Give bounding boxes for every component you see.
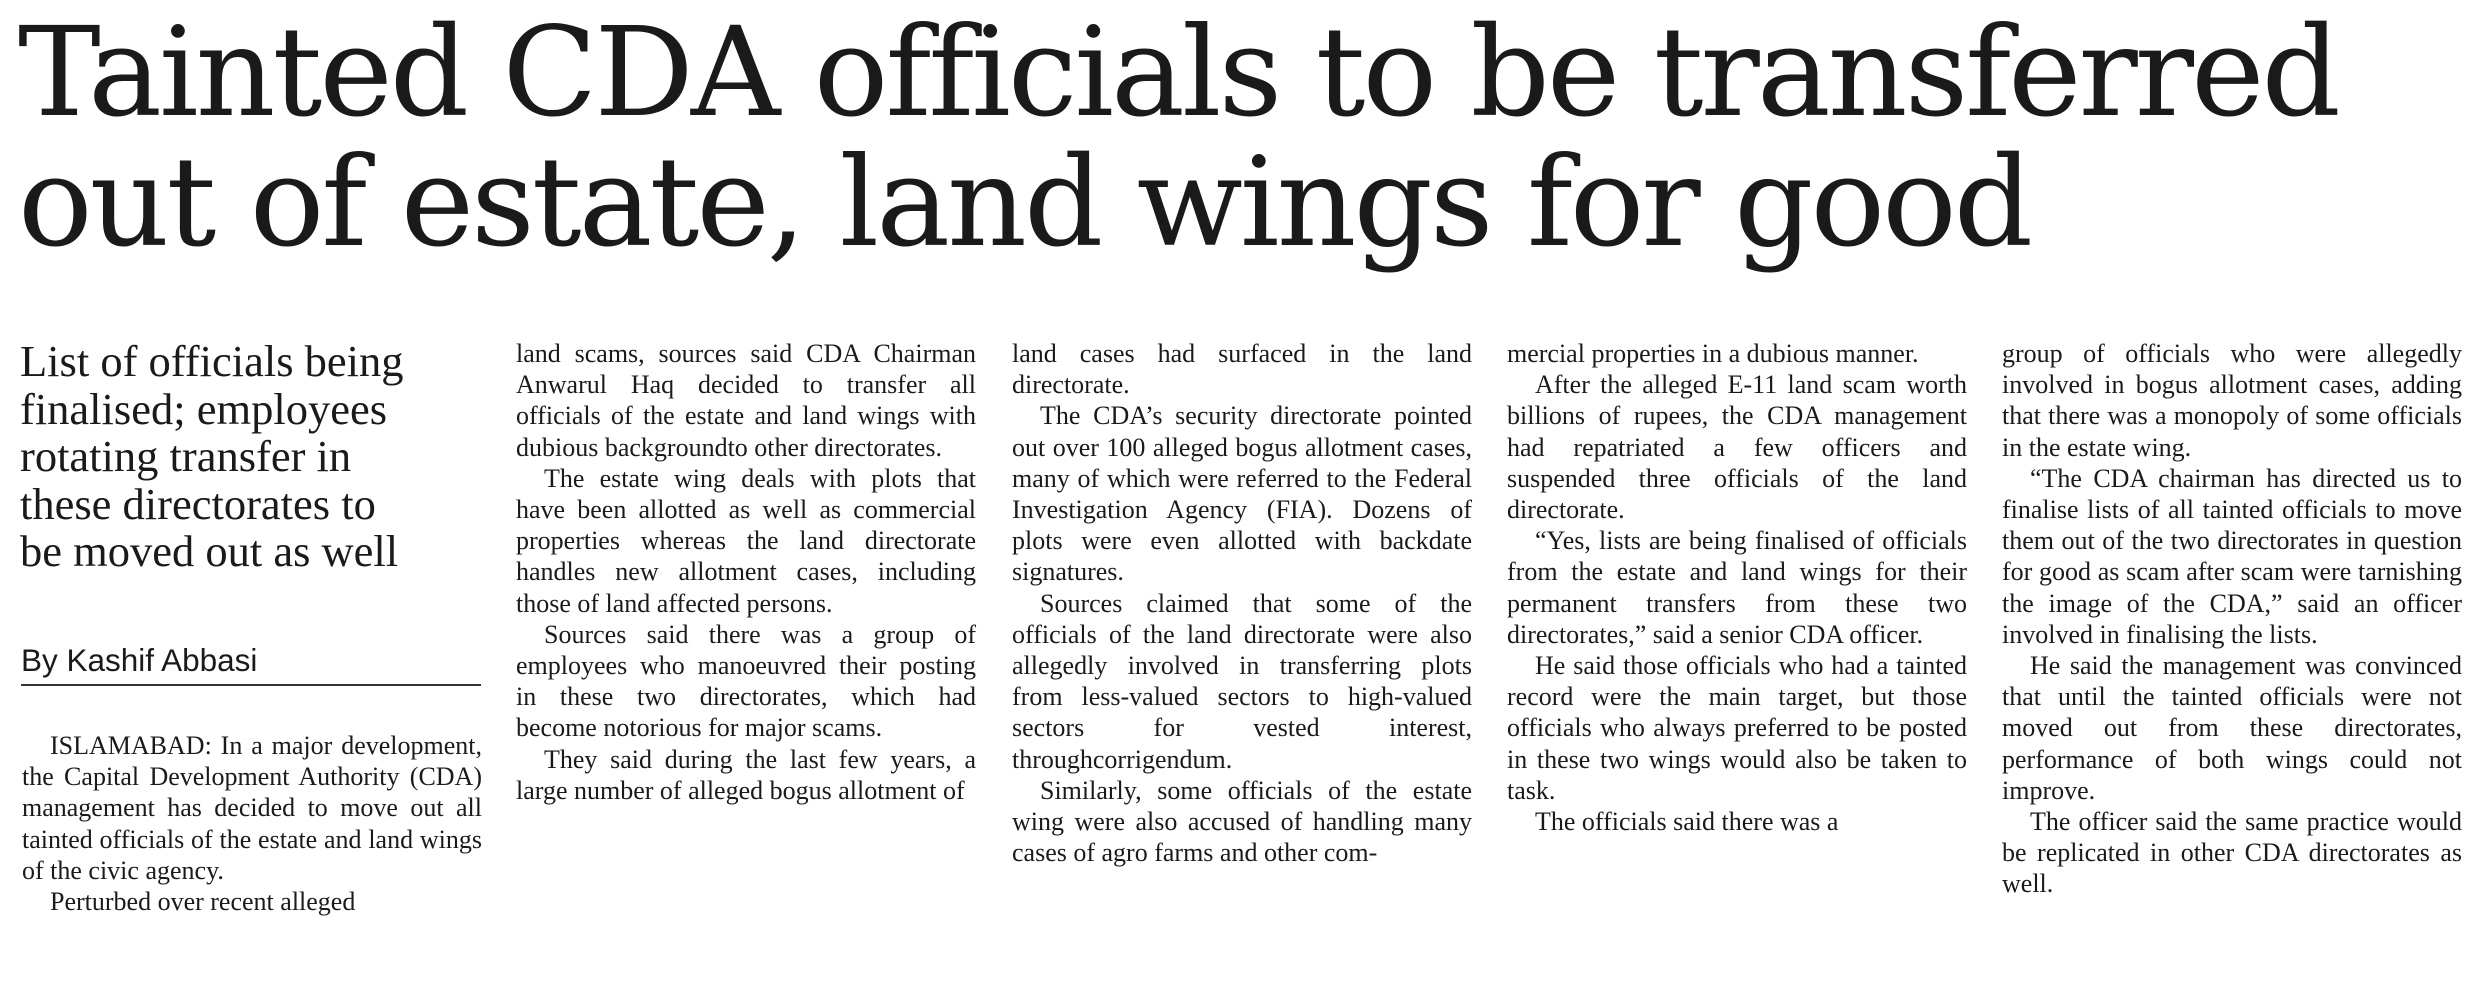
subhead-line: rotating transfer in xyxy=(20,431,352,481)
article-column-4 xyxy=(1507,338,1967,837)
article-paragraph: Sources claimed that some of the officials of the land directorate were also allegedly involved in transferring plots from less-valued sectors to high-valued sectors for vested interest, throughcorrigendum. xyxy=(1012,588,1472,774)
subhead-line: finalised; employees xyxy=(20,383,388,434)
article-paragraph: land scams, sources said CDA Chairman Anwarul Haq decided to transfer all officials of the estate and land wings with dubious backgroundto other directorates. xyxy=(516,339,976,462)
article-paragraph: The officer said the same practice would be replicated in other CDA directorates as well. xyxy=(2002,807,2462,899)
article-paragraph: ISLAMABAD: In a major development, the Capital Development Authority (CDA) management has decided to move out all tainted officials of the estate and land wings of the civic agency. xyxy=(22,731,482,885)
subhead-line: these directorates to xyxy=(20,478,376,529)
article-paragraph: Sources said there was a group of employees who manoeuvred their posting in these two directorates, which had become notorious for major scams. xyxy=(516,619,976,743)
article-column-3 xyxy=(1012,338,1472,868)
article-paragraph: They said during the last few years, a large number of alleged bogus allotment of xyxy=(516,744,976,805)
subhead-line: be moved out as well xyxy=(20,526,399,576)
subhead-line: List of officials being xyxy=(20,336,404,386)
article-paragraph: “The CDA chairman has directed us to finalise lists of all tainted officials to move them out of the two directorates in question for good as scam after scam were tarnishing the image of the CDA,” said an officer involved in finalising the lists. xyxy=(2002,463,2462,649)
article-paragraph: The CDA’s security directorate pointed out over 100 alleged bogus allotment cases, many of which were referred to the Federal Investigation Agency (FIA). Dozens of plots were even allotted with backdate signatures. xyxy=(1012,401,1472,587)
headline-line-1: Tainted CDA officials to be transferred xyxy=(18,1,2338,145)
article-column-5 xyxy=(2002,338,2462,900)
article-paragraph: “Yes, lists are being finalised of officials from the estate and land wings for their permanent transfers from these two directorates,” said a senior CDA officer. xyxy=(1507,526,1967,649)
headline-line-2: out of estate, land wings for good xyxy=(18,131,2031,275)
article-paragraph: The officials said there was a xyxy=(1535,807,1839,837)
article-paragraph: The estate wing deals with plots that have been allotted as well as commercial properties whereas the land directorate handles new allotment cases, including those of land affected persons. xyxy=(516,463,976,618)
article-paragraph: He said those officials who had a tainted record were the main target, but those officials who always preferred to be posted in these two wings would also be taken to task. xyxy=(1507,651,1967,805)
byline-divider xyxy=(21,684,481,686)
article-paragraph: After the alleged E-11 land scam worth billions of rupees, the CDA management had repatriated a few officers and suspended three officials of the land directorate. xyxy=(1507,370,1967,525)
article-paragraph: mercial properties in a dubious manner. xyxy=(1507,339,1919,368)
article-paragraph: land cases had surfaced in the land directorate. xyxy=(1012,339,1472,400)
article-column-1 xyxy=(22,730,482,917)
article-paragraph: He said the management was convinced that until the tainted officials were not moved out from these directorates, performance of both wings could not improve. xyxy=(2002,651,2462,805)
byline: By Kashif Abbasi xyxy=(21,642,258,678)
article-paragraph: Similarly, some officials of the estate wing were also accused of handling many cases of agro farms and other com- xyxy=(1012,775,1472,868)
article-paragraph: group of officials who were allegedly involved in bogus allotment cases, adding that there was a monopoly of some officials in the estate wing. xyxy=(2002,339,2462,462)
headline xyxy=(18,1,2478,275)
article-column-2 xyxy=(516,338,976,806)
subheadline xyxy=(20,338,480,576)
article-paragraph: Perturbed over recent alleged xyxy=(50,887,356,917)
